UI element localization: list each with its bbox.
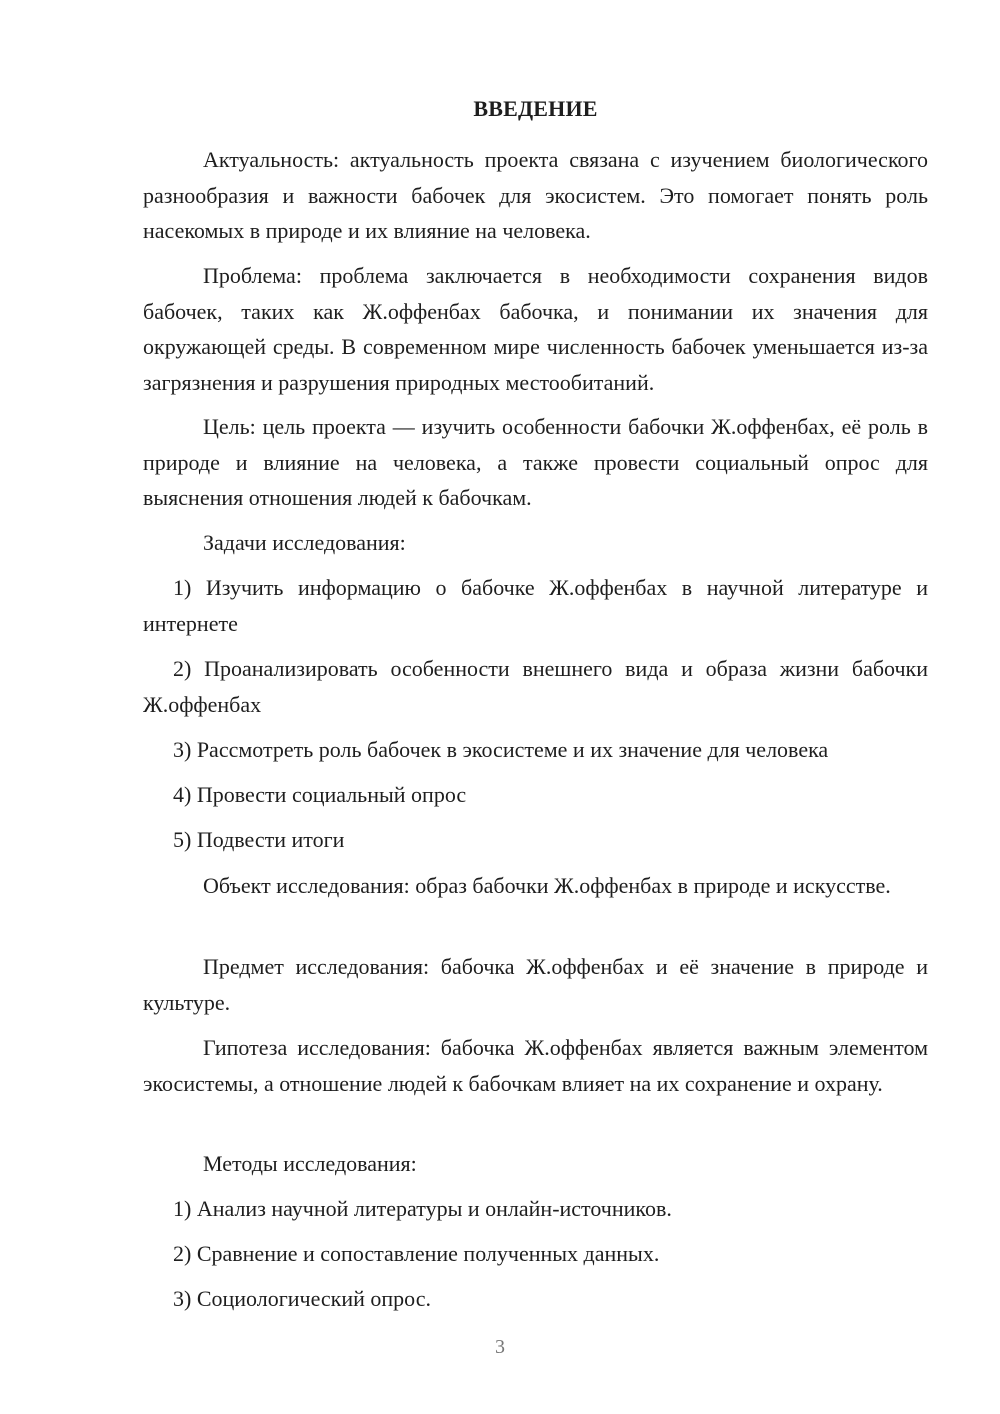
page-number: 3: [495, 1336, 505, 1358]
task-item-2: 2) Проанализировать особенности внешнего вида и образа жизни бабочки Ж.оффенбах: [143, 656, 928, 717]
methods-heading: Методы исследования:: [203, 1151, 417, 1176]
task-item-5: 5) Подвести итоги: [173, 827, 345, 852]
method-item-1: 1) Анализ научной литературы и онлайн-источников.: [173, 1196, 672, 1221]
object-paragraph: Объект исследования: образ бабочки Ж.оффенбах в природе и искусстве.: [203, 873, 891, 898]
task-item-1: 1) Изучить информацию о бабочке Ж.оффенбах в научной литературе и интернете: [143, 575, 928, 636]
problem-paragraph: Проблема: проблема заключается в необходимости сохранения видов бабочек, таких как Ж.оффенбах бабочка, и понимании их значения для окружающей среды. В современном мире численность бабочек уменьшается из-за загрязнения и разрушения природных местообитаний.: [143, 263, 928, 395]
hypothesis-paragraph: Гипотеза исследования: бабочка Ж.оффенбах является важным элементом экосистемы, а отношение людей к бабочкам влияет на их сохранение и охрану.: [143, 1035, 928, 1096]
tasks-heading: Задачи исследования:: [203, 530, 406, 555]
task-item-3: 3) Рассмотреть роль бабочек в экосистеме и их значение для человека: [173, 737, 829, 762]
goal-paragraph: Цель: цель проекта — изучить особенности бабочки Ж.оффенбах, её роль в природе и влияние на человека, а также провести социальный опрос для выяснения отношения людей к бабочкам.: [143, 414, 928, 510]
method-item-2: 2) Сравнение и сопоставление полученных данных.: [173, 1241, 660, 1266]
subject-paragraph: Предмет исследования: бабочка Ж.оффенбах и её значение в природе и культуре.: [143, 954, 928, 1015]
page-title: ВВЕДЕНИЕ: [473, 96, 598, 121]
method-item-3: 3) Социологический опрос.: [173, 1286, 431, 1311]
task-item-4: 4) Провести социальный опрос: [173, 782, 467, 807]
relevance-paragraph: Актуальность: актуальность проекта связана с изучением биологического разнообразия и важности бабочек для экосистем. Это помогает понять роль насекомых в природе и их влияние на человека.: [143, 147, 928, 243]
